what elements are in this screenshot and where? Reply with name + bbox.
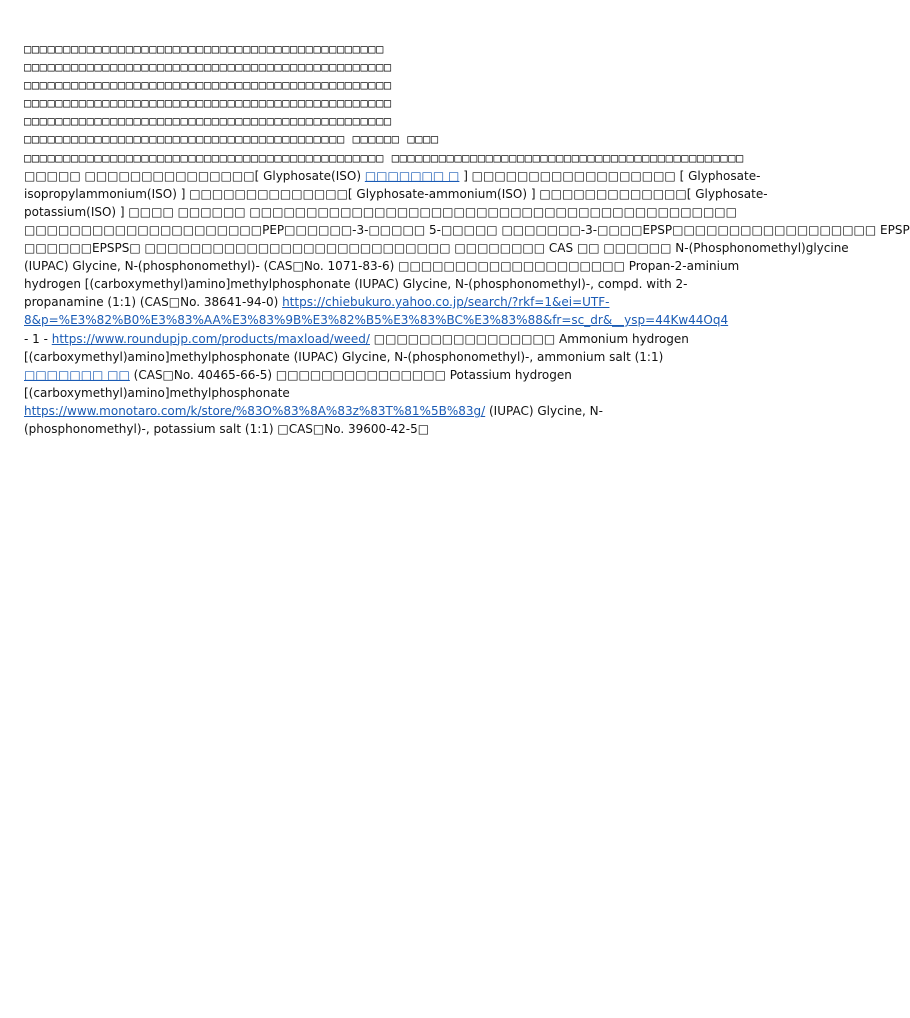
text-run: [(carboxymethyl)amino]methylphosphonate	[24, 385, 290, 400]
text-run: [(carboxymethyl)amino]methylphosphonate (IUPAC) Glycine, N-(phosphonomethyl)-, ammonium salt (1:1)	[24, 349, 664, 364]
text-line	[24, 257, 740, 275]
text-run: □□□□□□□□□□□□□□□□□□□□□□□□□□□□□□□□□□□□□□□□□ □□□□□□ □□□□	[24, 132, 439, 147]
text-line	[24, 203, 737, 221]
text-run: (CAS□No. 40465-66-5) □□□□□□□□□□□□□□□ Potassium hydrogen	[129, 367, 572, 382]
text-run: □□□□□□□□□□□□□□□□□□□□□PEP□□□□□□-3-□□□□□ 5-□□□□□ □□□□□□□-3-□□□□EPSP□□□□□□□□□□□□□□□□□□ EPSP	[24, 222, 910, 237]
text-run: □□□□□□□□□□□□□□□□□□□□□□□□□□□□□□□□□□□□□□□□□□□□□□ □□□□□□□□□□□□□□□□□□□□□□□□□□□□□□□□□□□□□□□□□□□□□	[24, 150, 744, 165]
hyperlink[interactable]: https://chiebukuro.yahoo.co.jp/search/?rkf=1&ei=UTF-	[282, 295, 610, 310]
text-line	[24, 40, 704, 58]
text-run: □□□□□□□□□□□□□□□□□□□□□□□□□□□□□□□□□□□□□□□□□□□□□□□	[24, 60, 392, 75]
text-run: (phosphonomethyl)-, potassium salt (1:1) □CAS□No. 39600-42-5□	[24, 421, 430, 436]
text-line	[24, 76, 704, 94]
text-run: propanamine (1:1) (CAS□No. 38641-94-0)	[24, 295, 283, 310]
text-line	[24, 130, 704, 148]
text-run: □□□□□□□□□□□□□□□□□□□□□□□□□□□□□□□□□□□□□□□□□□□□□□□	[24, 96, 392, 111]
text-line	[24, 348, 704, 366]
text-run: isopropylammonium(ISO) ] □□□□□□□□□□□□□□[ Glyphosate-ammonium(ISO) ] □□□□□□□□□□□□□[ Glyphosate-	[24, 186, 768, 201]
text-line	[24, 239, 849, 257]
hyperlink[interactable]: https://www.monotaro.com/k/store/%83O%83%8A%83z%83T%81%5B%83g/	[24, 403, 486, 418]
text-run: hydrogen [(carboxymethyl)amino]methylphosphonate (IUPAC) Glycine, N-(phosphonomethyl)-, compd. with 2-	[24, 277, 688, 292]
text-run: □□□□□□□□□□□□□□□□□□□□□□□□□□□□□□□□□□□□□□□□□□□□□□	[24, 42, 384, 56]
text-run: potassium(ISO) ] □□□□ □□□□□□ □□□□□□□□□□□□□□□□□□□□□□□□□□□□□□□□□□□□□□□□□□□	[24, 204, 737, 219]
text-run: (IUPAC) Glycine, N-(phosphonomethyl)- (CAS□No. 1071-83-6) □□□□□□□□□□□□□□□□□□□□ Propan-2-aminium	[24, 259, 740, 274]
text-run: □□□□□□□□□□□□□□□□□□□□□□□□□□□□□□□□□□□□□□□□□□□□□□□	[24, 114, 392, 129]
text-line	[24, 167, 761, 185]
hyperlink[interactable]: □□□□□□□ □□	[24, 367, 130, 382]
hyperlink[interactable]: 8&p=%E3%82%B0%E3%83%AA%E3%83%9B%E3%82%B5%E3%83%BC%E3%83%88&fr=sc_dr&__ysp=44Kw44Oq4	[24, 313, 729, 328]
text-line	[24, 330, 704, 348]
text-run: □□□□□ □□□□□□□□□□□□□□□[ Glyphosate(ISO)	[24, 168, 365, 183]
text-line	[24, 384, 704, 402]
text-line	[24, 149, 744, 167]
hyperlink[interactable]: https://www.roundupjp.com/products/maxload/weed/	[51, 331, 370, 346]
text-line	[24, 275, 704, 293]
text-line	[24, 221, 910, 239]
text-run: □□□□□□EPSPS□ □□□□□□□□□□□□□□□□□□□□□□□□□□□ □□□□□□□□ CAS □□ □□□□□□ N-(Phosphonomethyl)glycine	[24, 241, 849, 256]
text-line	[24, 420, 704, 438]
text-run: □□□□□□□□□□□□□□□□□□□□□□□□□□□□□□□□□□□□□□□□□□□□□□□	[24, 78, 392, 93]
text-line	[24, 58, 704, 76]
text-line	[24, 366, 704, 384]
text-line	[24, 293, 704, 311]
text-line	[24, 112, 704, 130]
text-line	[24, 402, 704, 420]
text-run: ] □□□□□□□□□□□□□□□□□□ [ Glyphosate-	[459, 168, 761, 183]
text-line	[24, 94, 704, 112]
text-run: - 1 -	[24, 331, 52, 346]
document-body	[24, 40, 910, 438]
text-run: □□□□□□□□□□□□□□□□ Ammonium hydrogen	[369, 331, 689, 346]
text-run: (IUPAC) Glycine, N-	[485, 403, 603, 418]
hyperlink[interactable]: □□□□□□□ □	[364, 168, 460, 183]
text-line	[24, 311, 729, 329]
text-line	[24, 185, 768, 203]
